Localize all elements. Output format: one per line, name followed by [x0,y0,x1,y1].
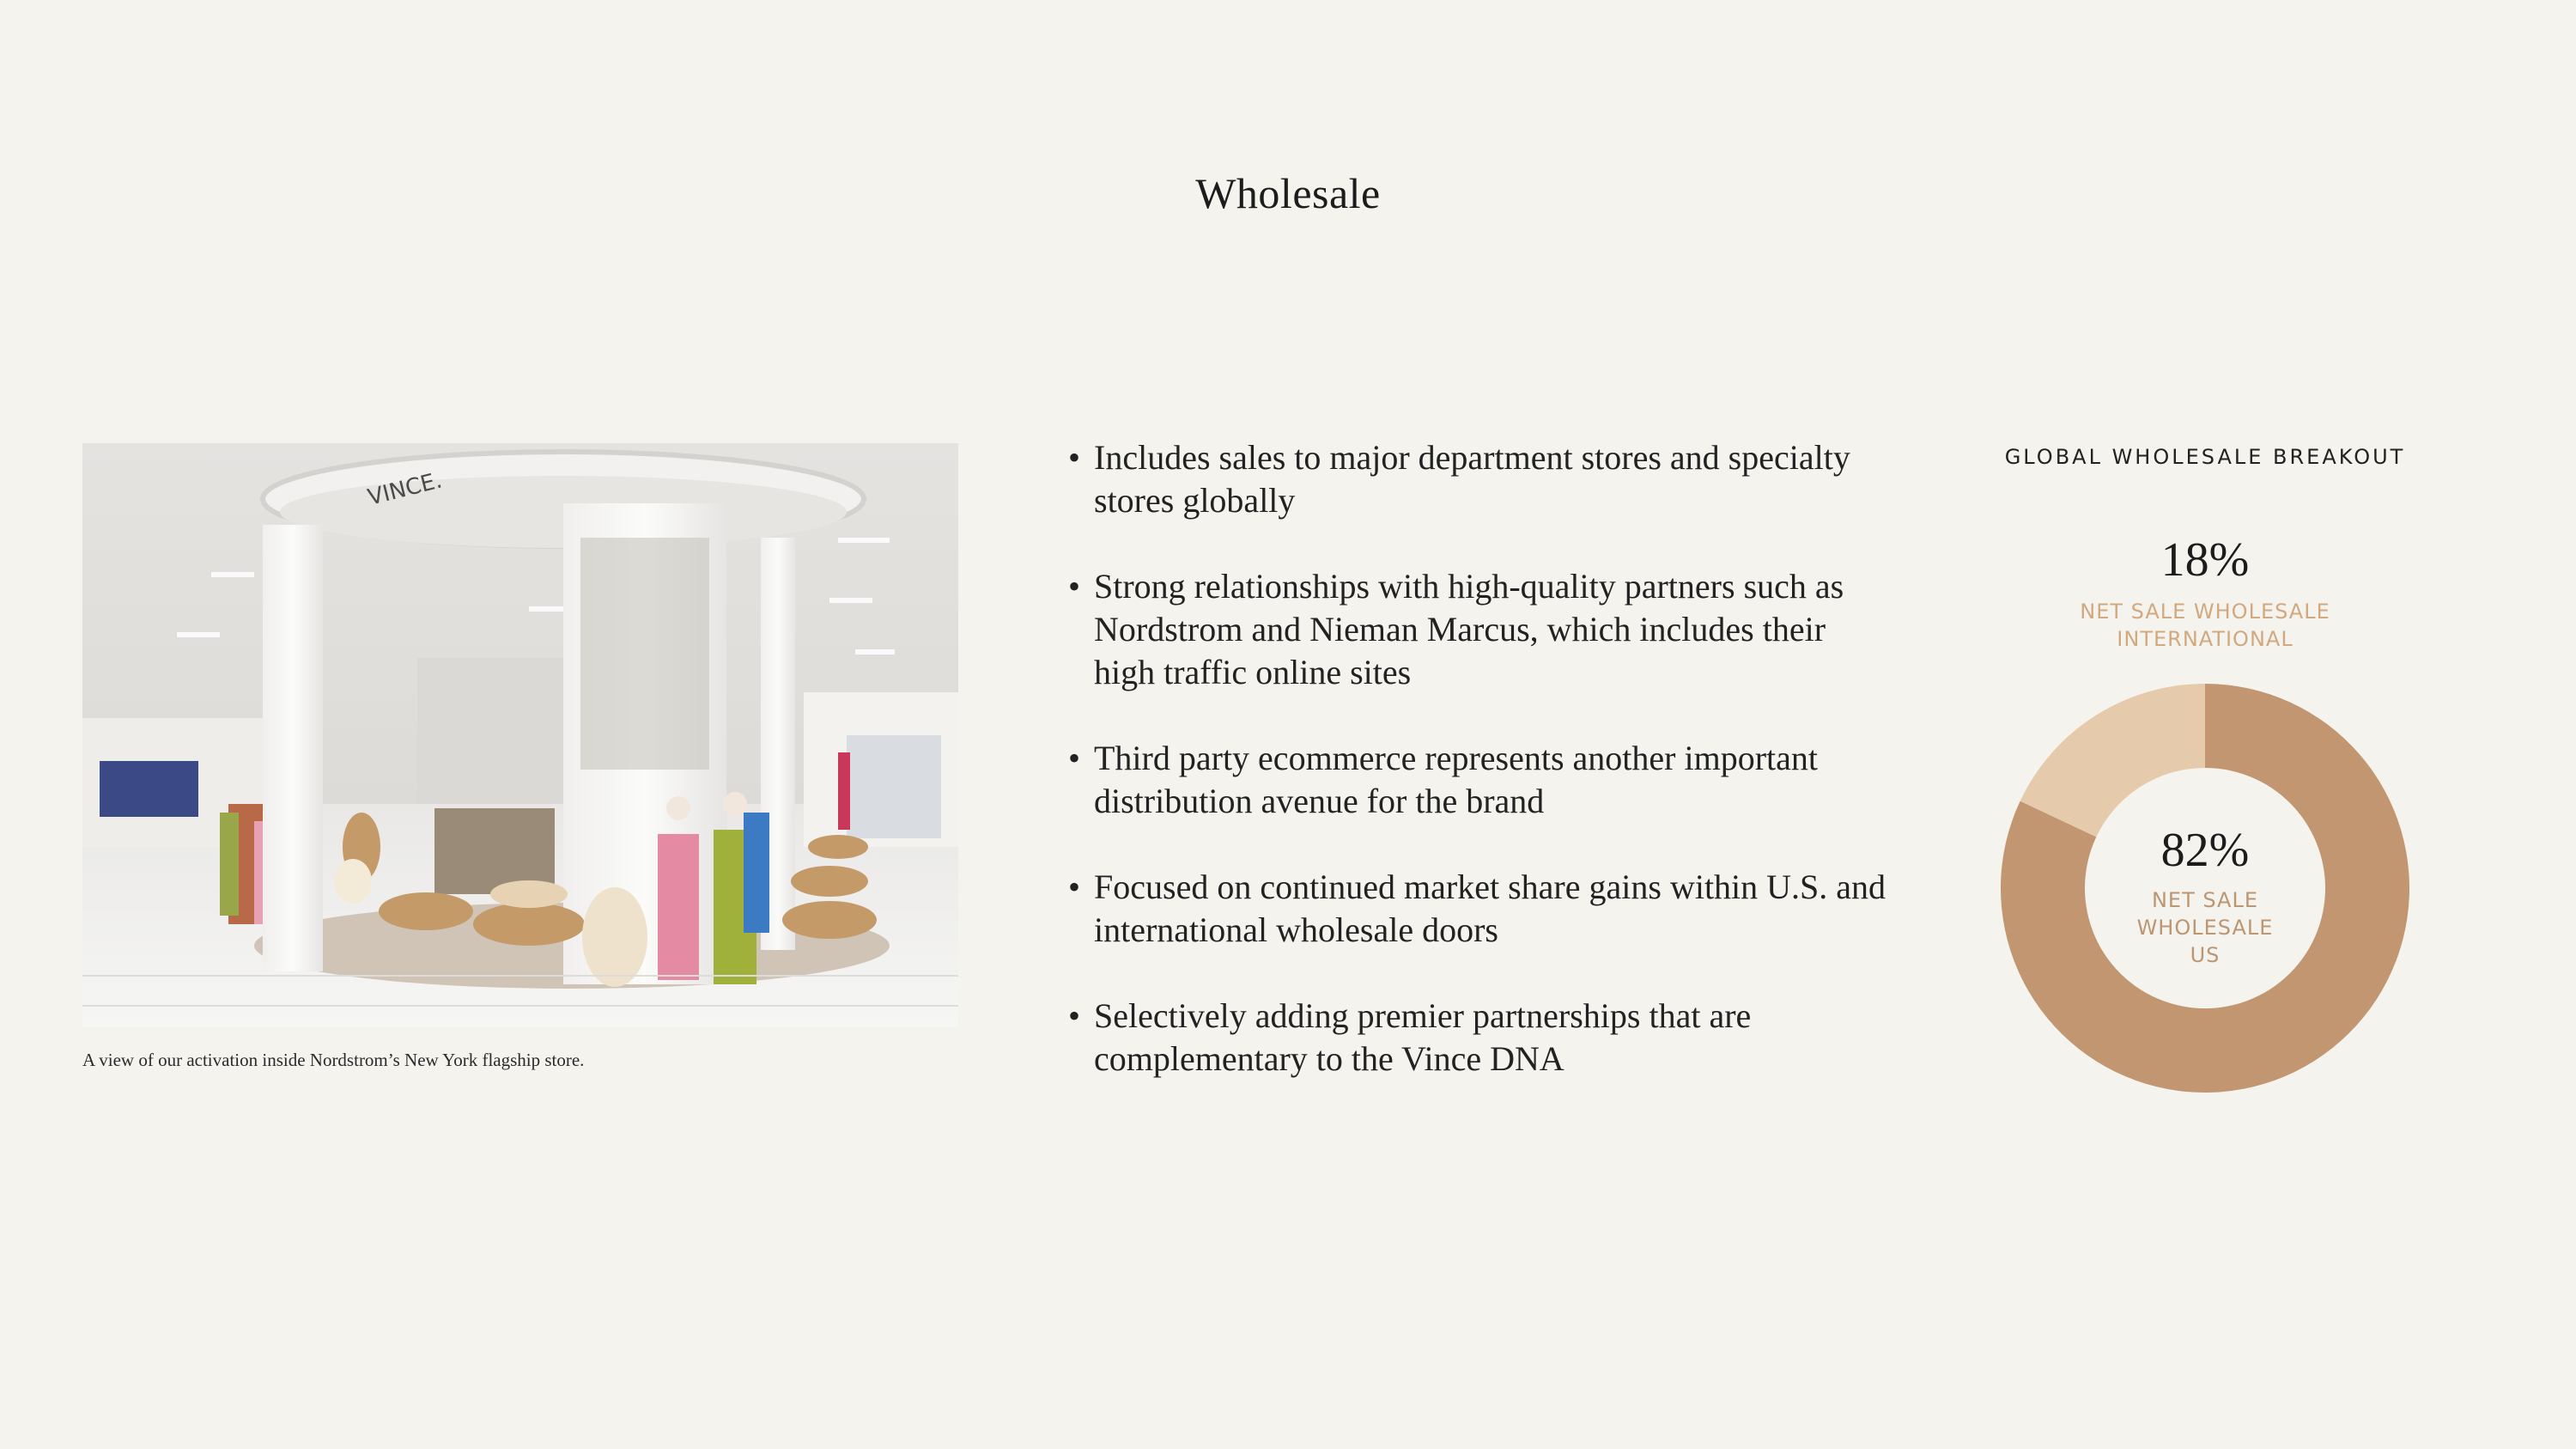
bullet-item: • Strong relationships with high-quality partners such as Nordstrom and Nieman Marcus, which includes their high traffic online sites [1068,565,1893,694]
slice-wholesale-international [2020,684,2205,837]
us-percent: 82% [2160,824,2250,877]
photo-caption: A view of our activation inside Nordstrom’s New York flagship store. [82,1050,585,1070]
chart-title: GLOBAL WHOLESALE BREAKOUT [2004,445,2406,469]
bullet-list [1068,436,1893,1123]
vince-sign: VINCE. [365,467,445,511]
international-percent: 18% [2160,533,2250,587]
bullet-item: • Focused on continued market share gains within U.S. and international wholesale doors [1068,866,1893,952]
page-title: Wholesale [1195,169,1381,217]
bullet-item: • Third party ecommerce represents another important distribution avenue for the brand [1068,737,1893,823]
bullet-item: • Includes sales to major department stores and specialty stores globally [1068,436,1893,522]
store-photo [82,443,958,1027]
bullet-item: • Selectively adding premier partnerships that are complementary to the Vince DNA [1068,995,1893,1081]
international-label: NET SALE WHOLESALE INTERNATIONAL [2080,600,2330,651]
us-label: NET SALE WHOLESALE US [2136,888,2274,967]
